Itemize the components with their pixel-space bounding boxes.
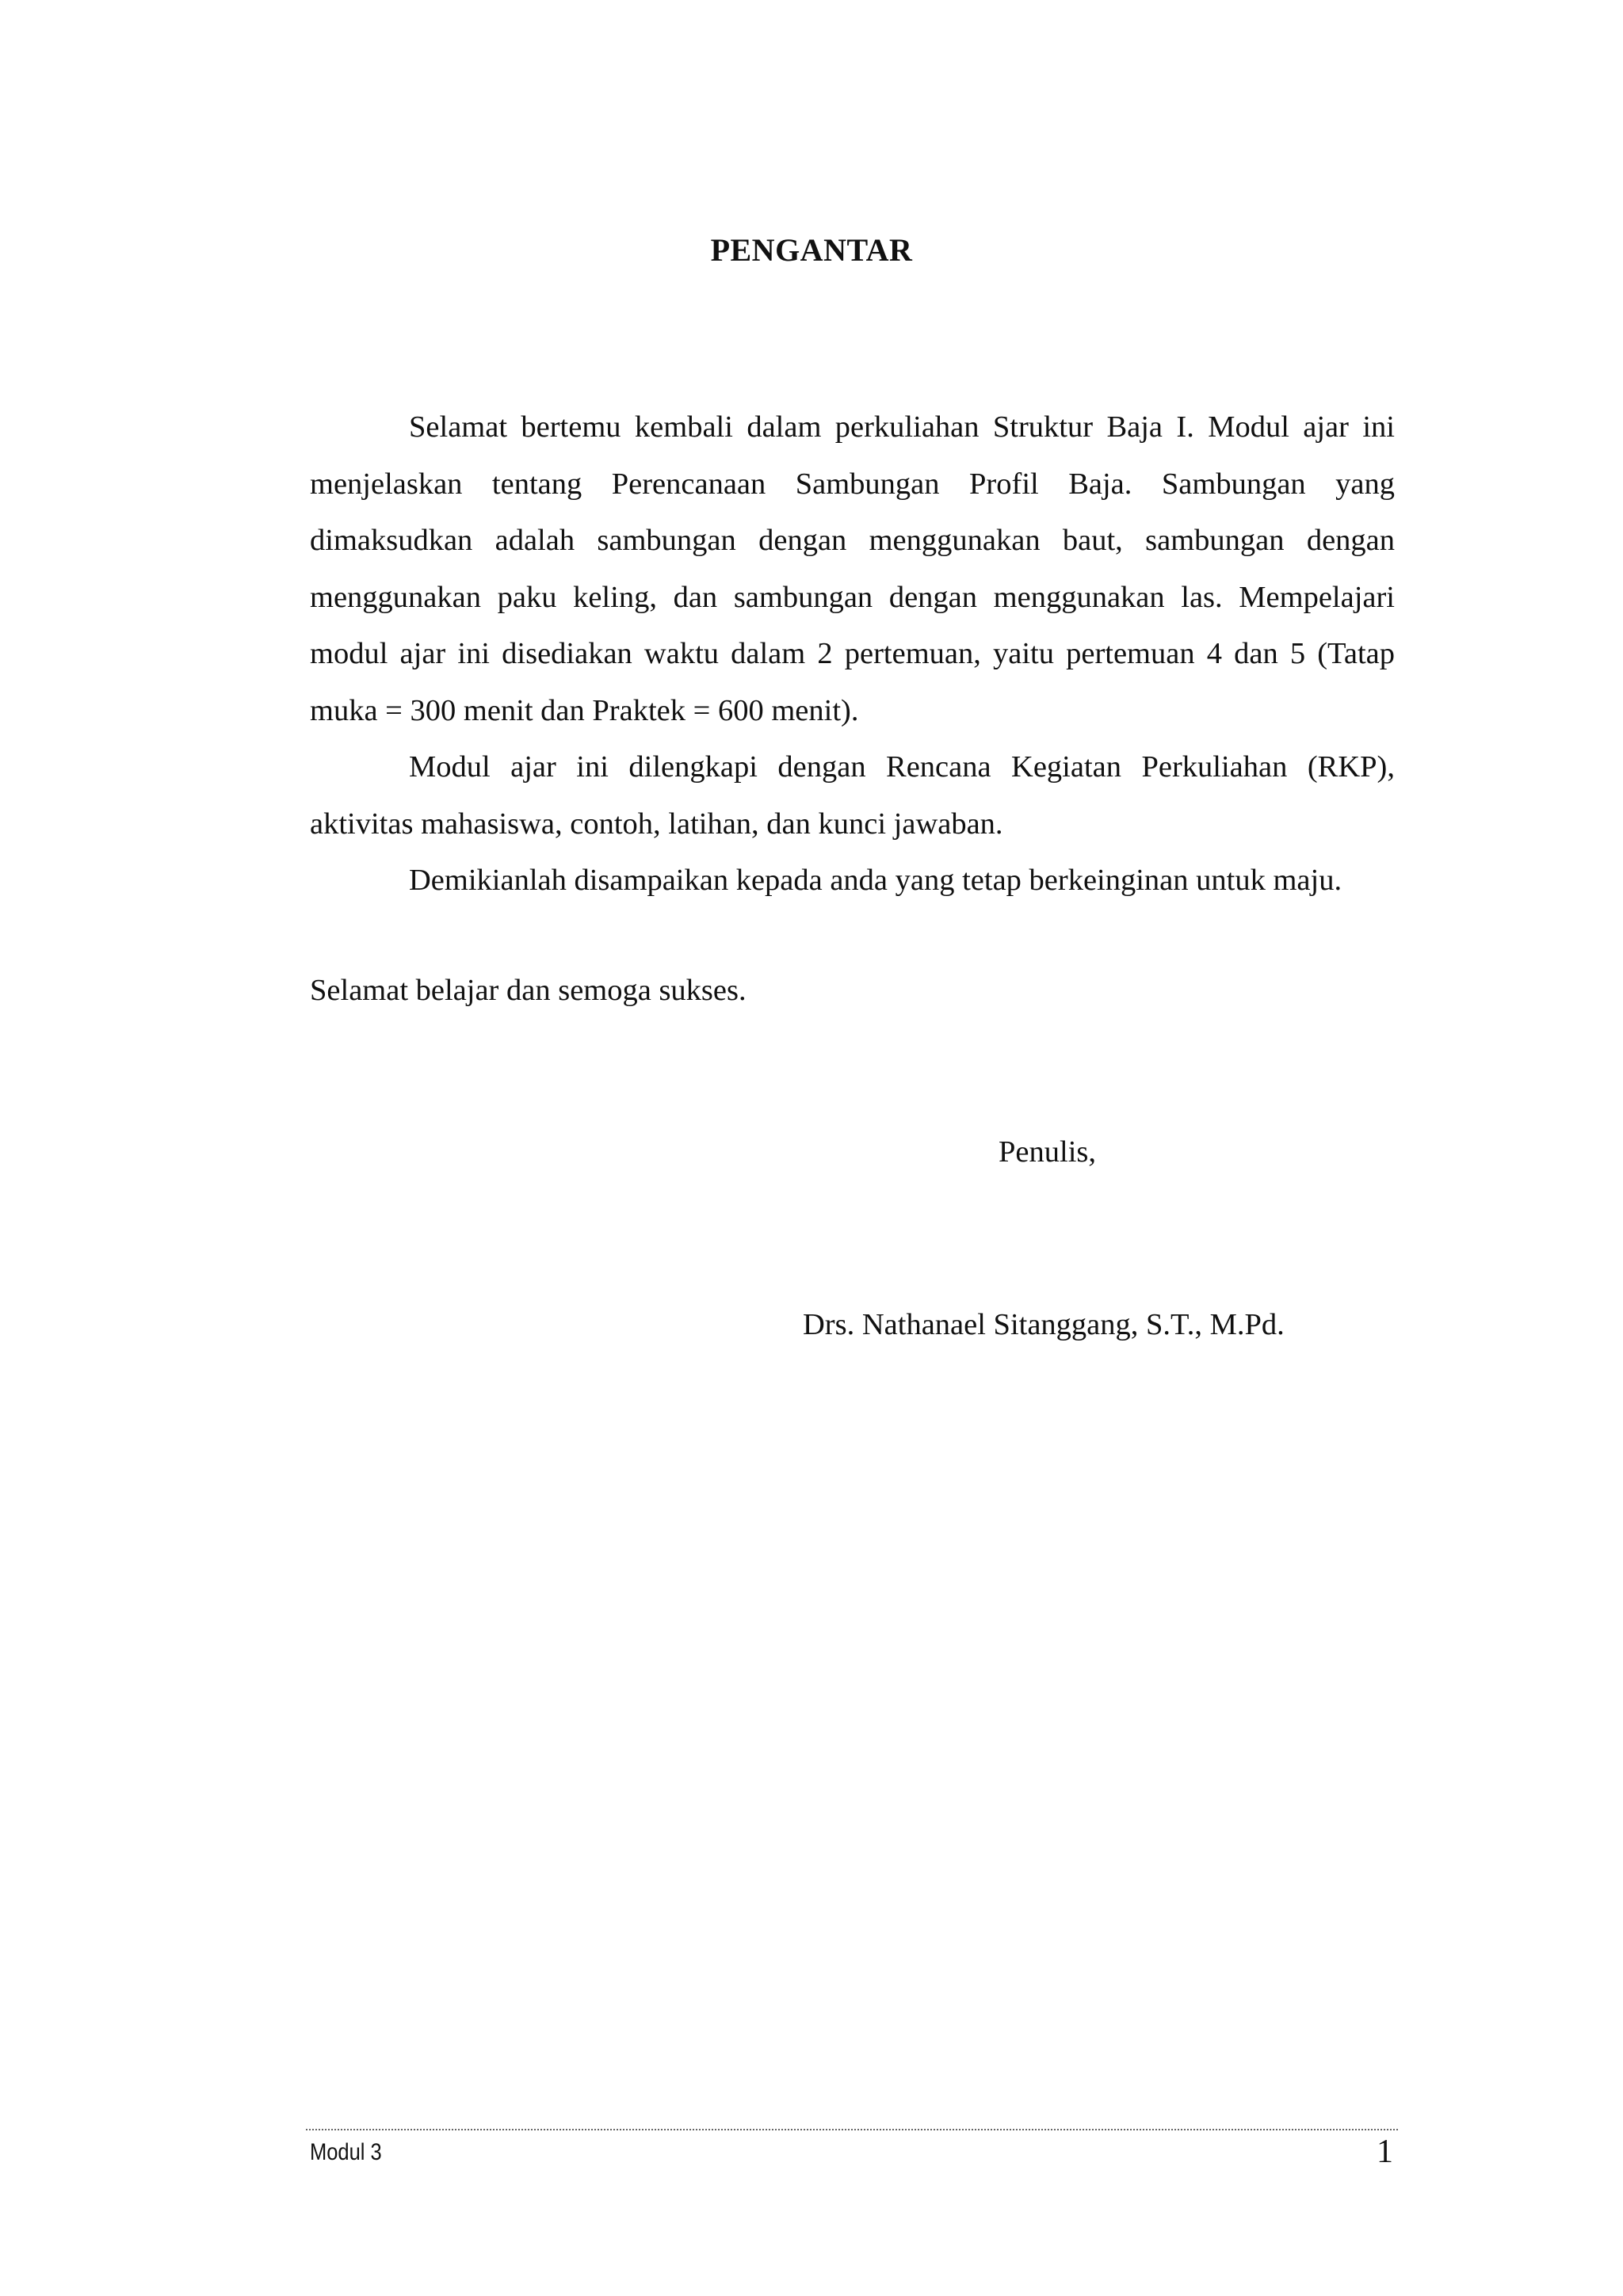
paragraph-intro: Selamat bertemu kembali dalam perkuliahan Struktur Baja I. Modul ajar ini menjelaskan tentang Perencanaan Sambungan Profil Baja. Sambungan yang dimaksudkan adalah sambungan dengan menggunakan baut, sambungan dengan menggunakan paku keling, dan sambungan dengan menggunakan las. Mempelajari modul ajar ini disediakan waktu dalam 2 pertemuan, yaitu pertemuan 4 dan 5 (Tatap muka = 300 menit dan Praktek = 600 menit). bbox=[310, 410, 1395, 727]
body-text bbox=[310, 399, 1395, 910]
closing-line: Selamat belajar dan semoga sukses. bbox=[310, 974, 747, 1007]
signoff: Penulis, bbox=[999, 1135, 1097, 1169]
paragraph-contents: Modul ajar ini dilengkapi dengan Rencana Kegiatan Perkuliahan (RKP), aktivitas mahasiswa, contoh, latihan, dan kunci jawaban. bbox=[310, 750, 1395, 841]
author-name: Drs. Nathanael Sitanggang, S.T., M.Pd. bbox=[803, 1308, 1285, 1341]
footer-page-number: 1 bbox=[1377, 2134, 1393, 2170]
paragraph-closing-remark: Demikianlah disampaikan kepada anda yang tetap berkeinginan untuk maju. bbox=[409, 864, 1342, 897]
footer-module-label: Modul 3 bbox=[310, 2139, 382, 2165]
page-title: PENGANTAR bbox=[710, 232, 913, 268]
footer-divider bbox=[306, 2129, 1398, 2130]
